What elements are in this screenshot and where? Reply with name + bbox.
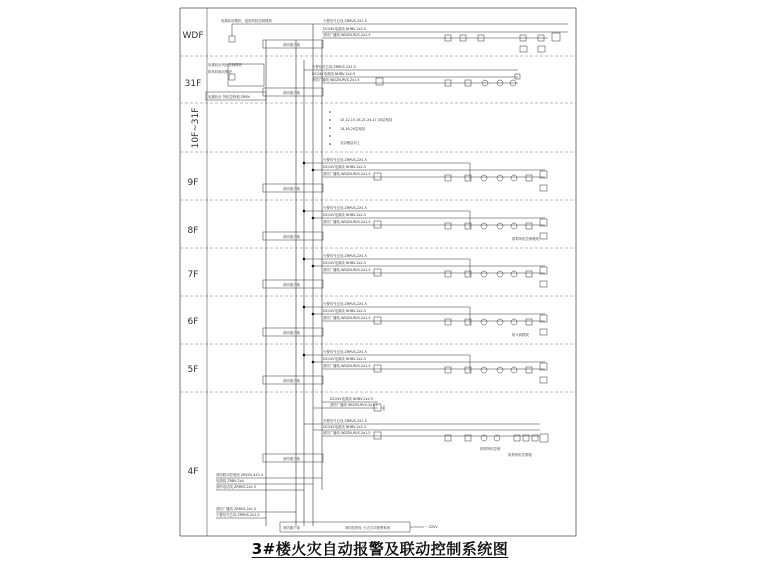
7f-broadcast-line-label: 消防广播线 WDZN-RVS-2x1.5	[323, 268, 371, 272]
floor-label-6f: 6F	[187, 317, 199, 327]
9f-box-label: 消防端子箱	[283, 187, 300, 191]
wdf-equip-label: 电梯机房模块、屋面风机控制模块	[221, 19, 272, 23]
9f-hydrant-button	[497, 175, 503, 181]
7f-smoke-detector	[445, 271, 451, 277]
7f-junction-dot	[303, 258, 306, 261]
9f-module	[526, 175, 532, 181]
6f-hydrant-button	[497, 319, 503, 325]
typical-floors	[263, 157, 547, 384]
7f-speaker	[511, 271, 517, 277]
floor-label-31f: 31F	[184, 79, 202, 89]
vertical-risers	[266, 24, 322, 526]
9f-isolator-module	[374, 173, 381, 180]
floor-wdf-devices	[229, 24, 568, 52]
5f-module	[526, 367, 532, 373]
4f-line-label-5: 火警信号总线 ZRRVS-2x1.5	[216, 513, 260, 517]
5f-speaker	[511, 367, 517, 373]
7f-module	[526, 271, 532, 277]
4f-broadcast-line-1: 消防广播线 WDZN-RVS-2x1.5	[330, 403, 378, 407]
8f-broadcast-line-label: 消防广播线 WDZN-RVS-2x1.5	[323, 220, 371, 224]
7f-signal-line-label: 火警信号总线 ZRRVS-2X1.5	[323, 254, 367, 258]
31f-equip1: 电梯机房风机控制模块	[208, 63, 242, 67]
floor-range-notes	[329, 111, 331, 145]
8f-hydrant-button	[497, 223, 503, 229]
6f-isolator-module	[374, 317, 381, 324]
9f-junction-dot	[312, 169, 315, 172]
8f-signal-line-label: 火警信号总线 ZRRVS-2X1.5	[323, 206, 367, 210]
31f-box-label: 消防端子箱	[283, 91, 300, 95]
range-note-2: 14,16,20层相同	[340, 127, 366, 131]
7f-box-label: 消防端子箱	[283, 283, 300, 287]
5f-box-label: 消防端子箱	[283, 379, 300, 383]
4f-broadcast-line-2: 消防广播线 WDZN-RVS-2x1.5	[323, 431, 371, 435]
floor-31f-devices	[206, 64, 520, 100]
6f-speaker	[511, 319, 517, 325]
floor-label-wdf: WDF	[182, 31, 204, 41]
4f-signal-line-2: 火警信号总线 ZRRVS-2X1.5	[323, 419, 367, 423]
floor-label-4f: 4F	[187, 467, 199, 477]
wdf-broadcast-line: 消防广播线 WDZN-RVS-2x1.5	[323, 33, 371, 37]
8f-device-note: 排烟风机控制模块	[512, 237, 540, 241]
7f-alarm-button	[481, 271, 487, 277]
6f-alarm-button	[481, 319, 487, 325]
8f-power-line-label: DC24V电源线 NHBV-2x2.5	[323, 213, 367, 217]
5f-signal-line-label: 火警信号总线 ZRRVS-2X1.5	[323, 350, 367, 354]
floor-separators	[180, 56, 576, 392]
7f-junction-dot	[312, 265, 315, 268]
8f-junction-dot	[312, 217, 315, 220]
5f-smoke-detector	[445, 367, 451, 373]
6f-module	[526, 319, 532, 325]
4f-device-note-a: 排烟风机控制	[480, 447, 501, 451]
wdf-power-line: DC24V电源线 NHBV-2x2.5	[323, 27, 367, 31]
31f-equip2: 排风机联动模块	[208, 70, 232, 74]
9f-power-line-label: DC24V电源线 NHBV-2x2.5	[323, 165, 367, 169]
7f-power-line-label: DC24V电源线 NHBV-2x2.5	[323, 261, 367, 265]
5f-power-line-label: DC24V电源线 NHBV-2x2.5	[323, 357, 367, 361]
5f-broadcast-line-label: 消防广播线 WDZN-RVS-2x1.5	[323, 364, 371, 368]
floor-label-10-31f: 10F~31F	[191, 107, 201, 149]
7f-isolator-module	[374, 269, 381, 276]
31f-equip4: 电梯机房 风机控制箱 ZRBV	[208, 95, 250, 99]
9f-fan-control	[540, 185, 547, 191]
6f-junction-dot	[303, 306, 306, 309]
6f-junction-dot	[312, 313, 315, 316]
6f-smoke-detector	[445, 319, 451, 325]
4f-bottom-box: 消防控制室 火灾自动报警系统	[345, 526, 391, 530]
4f-line-label-1: 消防联动控制线 ZRKVV-4X1.5	[216, 473, 264, 477]
7f-hydrant-button	[497, 271, 503, 277]
9f-smoke-detector	[445, 175, 451, 181]
9f-junction-dot	[303, 162, 306, 165]
7f-fan-control	[540, 281, 547, 287]
9f-signal-line-label: 火警信号总线 ZRRVS-2X1.5	[323, 158, 367, 162]
4f-power-line-2: DC24V电源线 NHBV-2x2.5	[323, 425, 367, 429]
floor-label-5f: 5F	[187, 365, 199, 375]
8f-alarm-button	[481, 223, 487, 229]
5f-hydrant-button	[497, 367, 503, 373]
31f-power-line: DC24V电源线 NHBV-2x2.5	[312, 72, 356, 76]
8f-isolator-module	[374, 221, 381, 228]
6f-box-label: 消防端子箱	[283, 331, 300, 335]
6f-signal-line-label: 火警信号总线 ZRRVS-2X1.5	[323, 302, 367, 306]
6f-broadcast-line-label: 消防广播线 WDZN-RVS-2x1.5	[323, 316, 371, 320]
floor-label-8f: 8F	[187, 226, 199, 236]
5f-isolator-module	[374, 365, 381, 372]
5f-junction-dot	[303, 354, 306, 357]
wdf-signal-line: 火警信号总线 ZRRVS-2X1.5	[323, 19, 367, 23]
range-note-3: 其余楼层同上	[340, 141, 361, 145]
5f-junction-dot	[312, 361, 315, 364]
9f-broadcast-line-label: 消防广播线 WDZN-RVS-2x1.5	[323, 172, 371, 176]
4f-line-label-2: 电源线 ZRBV-2x4	[216, 479, 244, 483]
8f-speaker	[511, 223, 517, 229]
8f-module	[526, 223, 532, 229]
4f-device-note-c: 排烟风机控制箱	[508, 453, 532, 457]
floor-label-9f: 9F	[187, 178, 199, 188]
4f-bottom-box-left: 消防端子箱	[283, 526, 300, 530]
5f-alarm-button	[481, 367, 487, 373]
6f-fan-control	[540, 329, 547, 335]
4f-line-label-4: 消防广播线 ZRRVS-2x1.5	[216, 507, 257, 511]
9f-alarm-button	[481, 175, 487, 181]
9f-speaker	[511, 175, 517, 181]
8f-fan-control	[540, 233, 547, 239]
4f-power-line-1: DC24V电源线 NHBV-2x2.5	[330, 397, 374, 401]
6f-power-line-label: DC24V电源线 NHBV-2x2.5	[323, 309, 367, 313]
31f-broadcast-line: 消防广播线 WDZN-RVS-2x1.5	[312, 78, 360, 82]
wdf-box-label: 消防端子箱	[283, 43, 300, 47]
8f-smoke-detector	[445, 223, 451, 229]
diagram-title: 3#楼火灾自动报警及联动控制系统图	[251, 540, 509, 558]
4f-box-label: 消防端子箱	[283, 457, 300, 461]
floor-label-7f: 7F	[187, 270, 199, 280]
range-note-1: 10,12,15,18,21,24,27,30层相同	[340, 118, 393, 122]
4f-line-label-3: 消防电话线 ZRRVS-2x1.5	[216, 485, 257, 489]
8f-box-label: 消防端子箱	[283, 235, 300, 239]
8f-junction-dot	[303, 210, 306, 213]
4f-arrow-label: ~220V	[426, 525, 438, 529]
6f-device-note: 防火阀模块	[512, 333, 529, 337]
31f-signal-line: 火警信号总线 ZRRVS-2X1.5	[312, 65, 356, 69]
5f-fan-control	[540, 377, 547, 383]
